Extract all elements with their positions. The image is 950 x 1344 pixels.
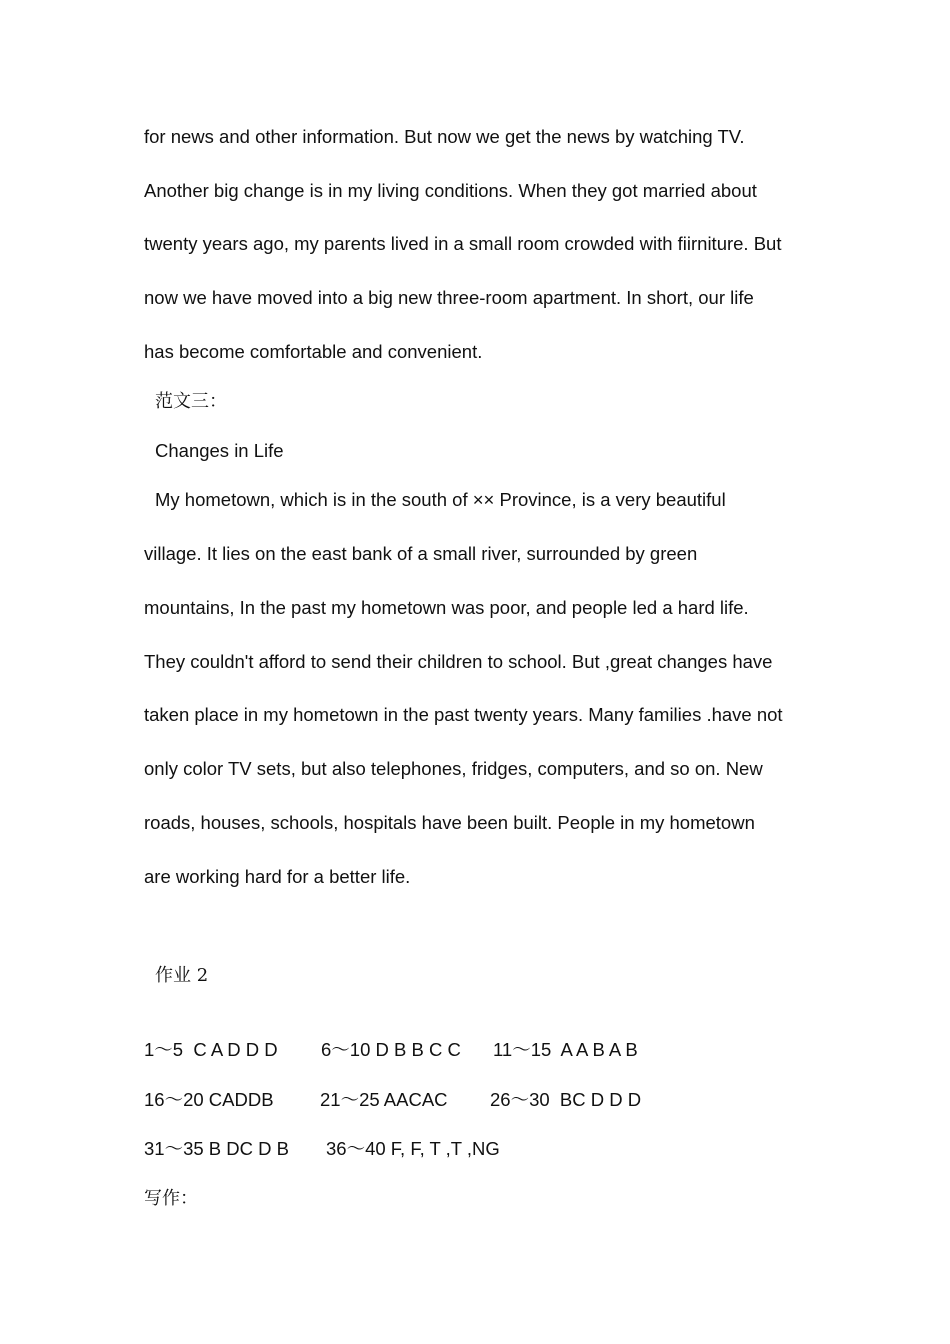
paragraph-line: for news and other information. But now we get the news by watching TV. [144,126,745,147]
essay-line: roads, houses, schools, hospitals have been built. People in my hometown [144,812,755,833]
answer-group: 21～25 AACAC [320,1089,448,1110]
sample-heading: 范文三： [155,391,227,412]
paragraph-line: has become comfortable and convenient. [144,341,483,362]
essay-title: Changes in Life [155,440,284,461]
essay-line: They couldn't afford to send their children to school. But ,great changes have [144,651,773,672]
essay-line: My hometown, which is in the south of ×× Province, is a very beautiful [155,489,726,510]
paragraph-line: twenty years ago, my parents lived in a small room crowded with fiirniture. But [144,233,782,254]
answer-group: 26～30 BC D D D [490,1089,642,1110]
answer-group: 11～15 A A B A B [493,1039,638,1060]
essay-line: mountains, In the past my hometown was poor, and people led a hard life. [144,597,749,618]
homework-heading: 作业 2 [155,965,209,986]
answer-group: 31～35 B DC D B [144,1138,289,1159]
essay-line: only color TV sets, but also telephones, fridges, computers, and so on. New [144,758,763,779]
answer-group: 36～40 F, F, T ,T ,NG [326,1138,500,1159]
paragraph-line: Another big change is in my living conditions. When they got married about [144,180,757,201]
answer-group: 1～5 C A D D D [144,1039,278,1060]
answer-group: 6～10 D B B C C [321,1039,461,1060]
essay-line: taken place in my hometown in the past twenty years. Many families .have not [144,704,783,725]
paragraph-line: now we have moved into a big new three-room apartment. In short, our life [144,287,754,308]
essay-line: are working hard for a better life. [144,866,411,887]
answer-group: 16～20 CADDB [144,1089,274,1110]
writing-heading: 写作： [144,1188,198,1209]
essay-line: village. It lies on the east bank of a small river, surrounded by green [144,543,698,564]
